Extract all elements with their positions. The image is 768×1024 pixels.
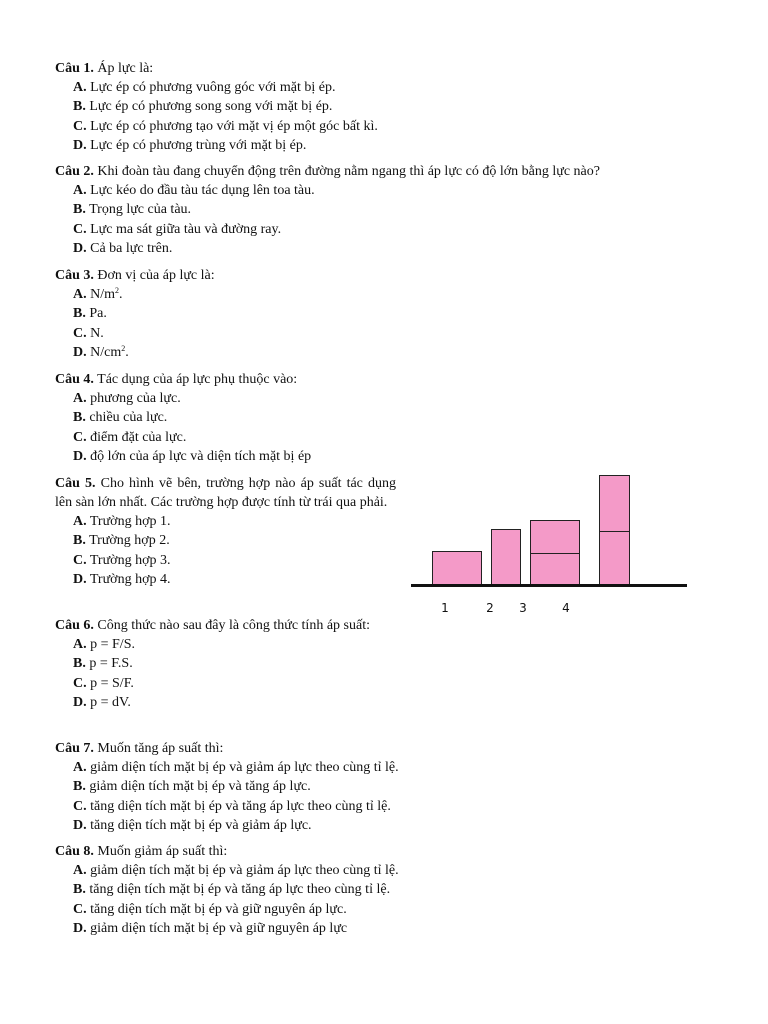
option-letter: B. bbox=[73, 656, 86, 672]
option-letter: C. bbox=[73, 901, 87, 917]
question-label: Câu 6. bbox=[55, 618, 94, 633]
option-text: Trọng lực của tàu. bbox=[89, 202, 192, 218]
option-text: tăng diện tích mặt bị ép và giữ nguyên áp lực. bbox=[90, 901, 347, 917]
option-b bbox=[73, 200, 705, 219]
option-b bbox=[73, 777, 705, 796]
question-label: Câu 8. bbox=[55, 844, 94, 859]
option-text: Lực ép có phương trùng với mặt bị ép. bbox=[90, 137, 307, 153]
question-7 bbox=[55, 739, 705, 835]
option-letter: C. bbox=[73, 325, 87, 341]
option-superscript: 2 bbox=[121, 343, 126, 353]
option-letter: C. bbox=[73, 429, 87, 445]
question-text: Muốn giảm áp suất thì: bbox=[97, 844, 228, 859]
option-d bbox=[73, 816, 705, 835]
question-stem bbox=[55, 266, 705, 285]
option-text: Trường hợp 2. bbox=[89, 533, 170, 549]
question-text: Muốn tăng áp suất thì: bbox=[97, 741, 224, 756]
option-d bbox=[73, 136, 705, 155]
option-text: N. bbox=[90, 325, 104, 341]
option-text: tăng diện tích mặt bị ép và tăng áp lực theo cùng tỉ lệ. bbox=[89, 882, 391, 898]
option-letter: A. bbox=[73, 514, 87, 529]
option-letter: C. bbox=[73, 552, 87, 568]
question-1 bbox=[55, 59, 705, 155]
question-label: Câu 7. bbox=[55, 741, 94, 756]
option-text: Lực kéo do đầu tàu tác dụng lên toa tàu. bbox=[90, 183, 315, 198]
option-letter: A. bbox=[73, 391, 87, 406]
option-text: Lực ma sát giữa tàu và đường ray. bbox=[90, 221, 282, 237]
option-text: Trường hợp 1. bbox=[89, 514, 171, 529]
block-case-4-bottom bbox=[599, 531, 630, 586]
option-letter: D. bbox=[73, 694, 87, 710]
question-text: Áp lực là: bbox=[97, 61, 154, 76]
option-letter: D. bbox=[73, 817, 87, 833]
option-text: p = F.S. bbox=[89, 656, 133, 672]
question-label: Câu 4. bbox=[55, 372, 94, 387]
question-text: Đơn vị của áp lực là: bbox=[97, 268, 215, 283]
option-text: Lực ép có phương tạo với mặt vị ép một góc bất kì. bbox=[90, 118, 378, 134]
option-text: giảm diện tích mặt bị ép và tăng áp lực. bbox=[89, 779, 311, 795]
option-d bbox=[73, 343, 705, 362]
option-text: Lực ép có phương vuông góc với mặt bị ép. bbox=[90, 80, 336, 95]
option-letter: A. bbox=[73, 287, 87, 302]
option-b bbox=[73, 408, 705, 427]
block-case-3-top bbox=[530, 520, 580, 554]
option-list bbox=[55, 389, 705, 466]
question-3 bbox=[55, 266, 705, 362]
option-text: Pa. bbox=[89, 306, 107, 322]
option-letter: A. bbox=[73, 637, 87, 652]
option-letter: B. bbox=[73, 202, 86, 218]
option-b bbox=[73, 97, 705, 116]
option-letter: A. bbox=[73, 760, 87, 775]
option-letter: B. bbox=[73, 882, 86, 898]
block-case-1 bbox=[432, 551, 482, 586]
option-c bbox=[73, 797, 705, 816]
option-letter: D. bbox=[73, 448, 87, 464]
option-text: Trường hợp 4. bbox=[89, 571, 171, 587]
question-stem bbox=[55, 370, 705, 389]
option-text: N/cm bbox=[90, 344, 122, 360]
question-2 bbox=[55, 162, 705, 258]
option-letter: B. bbox=[73, 410, 86, 426]
option-text: tăng diện tích mặt bị ép và tăng áp lực theo cùng tỉ lệ. bbox=[90, 798, 391, 814]
option-text: Cả ba lực trên. bbox=[90, 240, 173, 256]
option-letter: B. bbox=[73, 99, 86, 115]
option-letter: A. bbox=[73, 183, 87, 198]
option-letter: C. bbox=[73, 798, 87, 814]
option-a bbox=[73, 78, 705, 97]
option-text: giảm diện tích mặt bị ép và giữ nguyên áp lực bbox=[90, 920, 348, 936]
option-b bbox=[73, 654, 705, 673]
option-text: chiều của lực. bbox=[89, 410, 168, 426]
option-text: Lực ép có phương song song với mặt bị ép. bbox=[89, 99, 333, 115]
block-case-4-top bbox=[599, 475, 630, 532]
option-c bbox=[73, 220, 705, 239]
option-text: Trường hợp 3. bbox=[89, 552, 171, 568]
option-a bbox=[73, 389, 705, 408]
option-text: độ lớn của áp lực và diện tích mặt bị ép bbox=[90, 448, 312, 464]
option-letter: D. bbox=[73, 344, 87, 360]
option-d bbox=[73, 919, 705, 938]
question-text: Khi đoàn tàu đang chuyển động trên đường nằm ngang thì áp lực có độ lớn bằng lực nào? bbox=[97, 164, 600, 179]
option-letter: D. bbox=[73, 920, 87, 936]
floor-line bbox=[411, 584, 687, 587]
question-text: Công thức nào sau đây là công thức tính áp suất: bbox=[97, 618, 370, 633]
option-a bbox=[73, 635, 705, 654]
option-text: p = dV. bbox=[90, 694, 131, 710]
figure-label-4: 4 bbox=[562, 601, 570, 615]
pressure-blocks-figure bbox=[408, 470, 693, 620]
option-c bbox=[73, 674, 705, 693]
question-stem bbox=[55, 162, 705, 181]
question-6 bbox=[55, 616, 705, 712]
option-c bbox=[73, 428, 705, 447]
option-text: p = F/S. bbox=[90, 637, 135, 652]
question-stem bbox=[55, 616, 396, 635]
option-text-suffix: . bbox=[119, 287, 123, 302]
option-letter: C. bbox=[73, 118, 87, 134]
figure-label-3: 3 bbox=[519, 601, 527, 615]
option-text: tăng diện tích mặt bị ép và giảm áp lực. bbox=[90, 817, 312, 833]
option-b bbox=[73, 880, 705, 899]
question-stem bbox=[55, 59, 705, 78]
figure-label-1: 1 bbox=[441, 601, 449, 615]
option-b bbox=[73, 304, 705, 323]
option-c bbox=[73, 324, 705, 343]
option-letter: A. bbox=[73, 80, 87, 95]
question-text: Cho hình vẽ bên, trường hợp nào áp suất tác dụng lên sàn lớn nhất. Các trường hợp được tính từ trái qua phải. bbox=[55, 476, 396, 510]
block-case-3-bottom bbox=[530, 553, 580, 586]
option-letter: D. bbox=[73, 571, 87, 587]
option-d bbox=[73, 693, 705, 712]
option-c bbox=[73, 117, 705, 136]
option-text: giảm diện tích mặt bị ép và giảm áp lực theo cùng tỉ lệ. bbox=[90, 863, 399, 878]
figure-label-2: 2 bbox=[486, 601, 494, 615]
question-text: Tác dụng của áp lực phụ thuộc vào: bbox=[97, 372, 298, 387]
option-list bbox=[55, 861, 705, 938]
option-a bbox=[73, 285, 705, 304]
block-case-2 bbox=[491, 529, 521, 586]
option-letter: D. bbox=[73, 137, 87, 153]
option-list bbox=[55, 181, 705, 258]
option-list bbox=[55, 635, 705, 712]
option-a bbox=[73, 181, 705, 200]
option-list bbox=[55, 285, 705, 362]
option-letter: C. bbox=[73, 675, 87, 691]
option-d bbox=[73, 239, 705, 258]
option-letter: A. bbox=[73, 863, 87, 878]
option-text: điểm đặt của lực. bbox=[90, 429, 187, 445]
question-label: Câu 5. bbox=[55, 476, 96, 491]
option-letter: C. bbox=[73, 221, 87, 237]
question-label: Câu 1. bbox=[55, 61, 94, 76]
question-label: Câu 3. bbox=[55, 268, 94, 283]
question-stem bbox=[55, 739, 705, 758]
question-4 bbox=[55, 370, 705, 466]
option-text: p = S/F. bbox=[90, 675, 134, 691]
question-stem bbox=[55, 842, 705, 861]
option-superscript: 2 bbox=[115, 286, 120, 295]
option-d bbox=[73, 447, 705, 466]
option-text: giảm diện tích mặt bị ép và giảm áp lực theo cùng tỉ lệ. bbox=[90, 760, 399, 775]
option-text: N/m bbox=[90, 287, 116, 302]
option-text-suffix: . bbox=[125, 344, 129, 360]
option-letter: B. bbox=[73, 779, 86, 795]
option-a bbox=[73, 758, 705, 777]
question-label: Câu 2. bbox=[55, 164, 94, 179]
option-list bbox=[55, 758, 705, 835]
question-stem bbox=[55, 474, 396, 512]
option-a bbox=[73, 861, 705, 880]
option-letter: B. bbox=[73, 306, 86, 322]
option-c bbox=[73, 900, 705, 919]
option-text: phương của lực. bbox=[90, 391, 181, 406]
question-8 bbox=[55, 842, 705, 938]
option-letter: B. bbox=[73, 533, 86, 549]
option-letter: D. bbox=[73, 240, 87, 256]
option-list bbox=[55, 78, 705, 155]
